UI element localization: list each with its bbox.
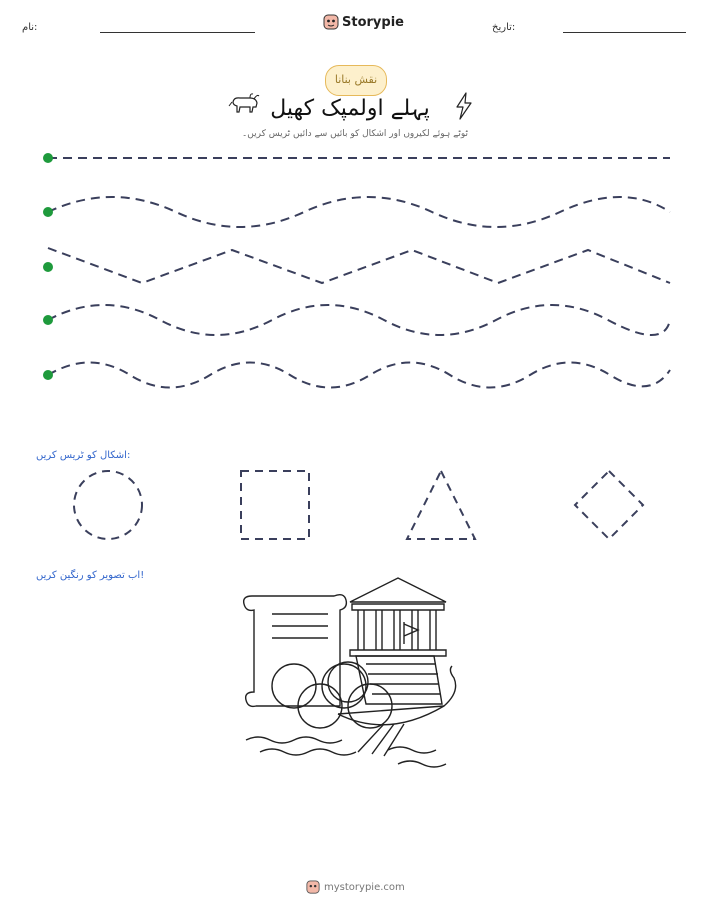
trace-line-wave-1: [48, 197, 670, 227]
storypie-mascot-icon: [323, 13, 339, 31]
olympics-coloring-image: [238, 574, 468, 774]
waves-illustration: [246, 737, 446, 767]
shapes-section-label: اشکال کو ٹریس کریں:: [36, 450, 131, 461]
date-line: [563, 32, 686, 33]
page-title: پہلے اولمپک کھیل: [270, 96, 430, 121]
start-dot-1: [43, 153, 53, 163]
trace-line-zigzag: [48, 248, 670, 283]
name-line: [100, 32, 255, 33]
storypie-mascot-icon: [306, 879, 320, 895]
start-dot-2: [43, 207, 53, 217]
start-dot-4: [43, 315, 53, 325]
trace-line-wave-2: [48, 305, 670, 335]
brand-logo: [323, 13, 404, 31]
ship-illustration: [356, 656, 442, 704]
trace-circle: [74, 471, 142, 539]
trace-triangle: [407, 471, 475, 539]
color-section-label: اب تصویر کو رنگین کریں!: [36, 570, 145, 581]
date-label: تاریخ:: [492, 22, 516, 33]
start-dot-3: [43, 262, 53, 272]
name-label: نام:: [22, 22, 38, 33]
trace-diamond: [575, 471, 643, 539]
trace-square: [241, 471, 309, 539]
start-dot-5: [43, 370, 53, 380]
tracing-area: [0, 140, 709, 400]
footer-site: mystorypie.com: [324, 881, 405, 893]
brand-name: Storypie: [342, 14, 404, 30]
temple-illustration: [350, 578, 446, 602]
lightning-icon: [454, 92, 474, 120]
shapes-area: [0, 460, 709, 550]
activity-badge: نقش بنانا: [325, 65, 387, 96]
scroll-illustration: [244, 595, 347, 707]
trace-line-wave-3: [48, 363, 670, 388]
footer: [306, 879, 405, 895]
instructions: ٹوٹے ہوئے لکیروں اور اشکال کو بائیں سے دائیں ٹریس کریں۔: [241, 129, 469, 139]
